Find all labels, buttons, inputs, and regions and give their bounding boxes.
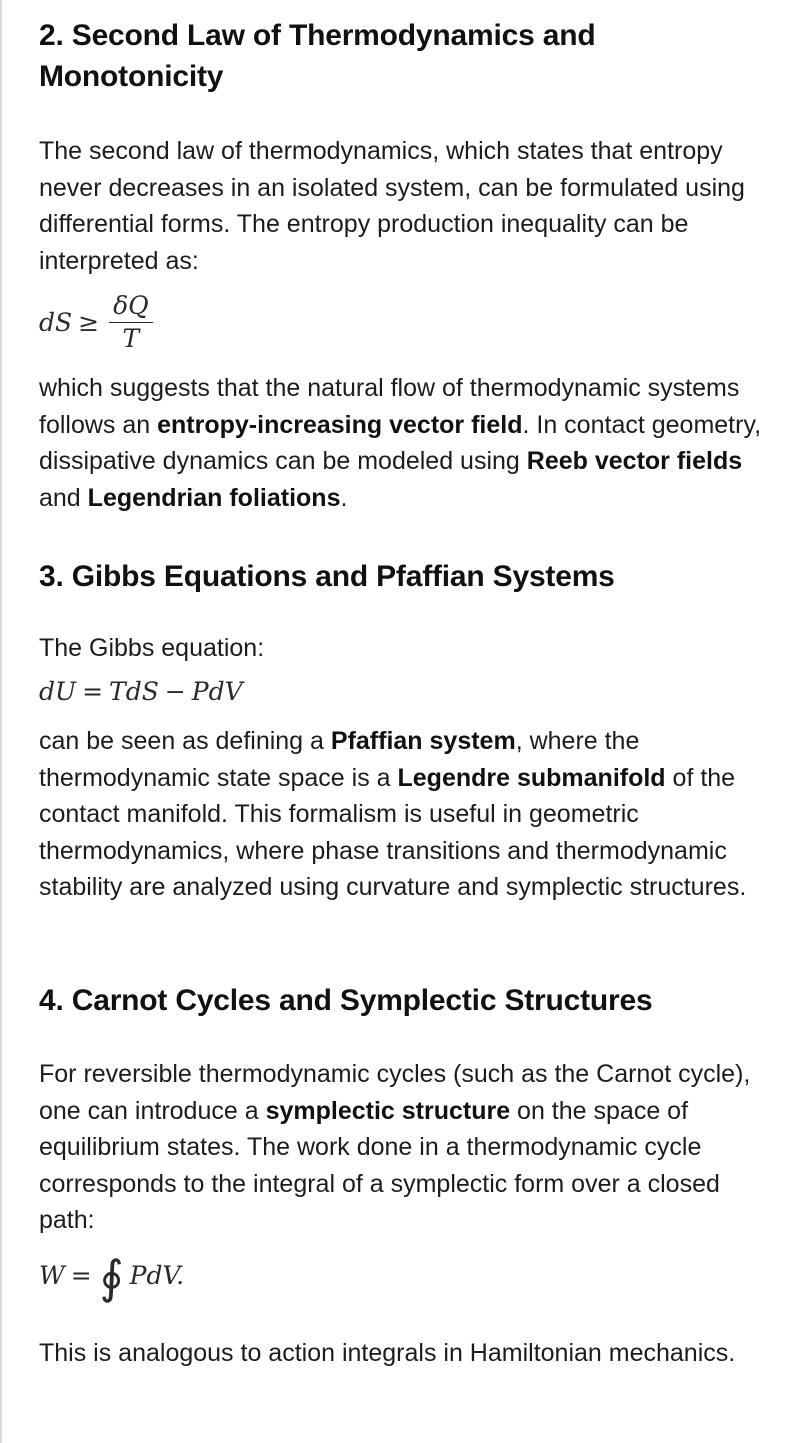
equation-lhs: W xyxy=(39,1260,65,1290)
fraction-numerator: δQ xyxy=(109,293,153,323)
text-run: which suggests that the natural flow of thermodynamic systems follows an xyxy=(39,374,740,439)
text-run: , where the thermodynamic state space is a xyxy=(39,727,640,792)
equation-integrand: PdV. xyxy=(129,1260,185,1290)
equation-operator: = xyxy=(70,1260,92,1290)
text-run: of the contact manifold. This formalism is useful in geometric thermodynamics, where phase transitions and thermodynamic stability are analyzed using curvature and symplectic structures. xyxy=(39,763,747,901)
entropy-inequality-equation xyxy=(39,293,153,352)
work-integral-equation xyxy=(39,1250,185,1304)
fraction xyxy=(109,293,153,352)
equation-operator: = xyxy=(82,677,104,706)
section-3-heading: 3. Gibbs Equations and Pfaffian Systems xyxy=(39,560,615,593)
equation-term: PdV xyxy=(191,677,243,706)
fraction-denominator: T xyxy=(122,324,140,353)
equation-term: TdS xyxy=(109,677,159,706)
section-2-body-paragraph xyxy=(39,370,769,516)
bold-term: Pfaffian system xyxy=(330,727,516,755)
bold-term: symplectic structure xyxy=(265,1096,511,1125)
left-border xyxy=(0,0,2,1443)
text-run: on the space of equilibrium states. The work done in a thermodynamic cycle corresponds to the integral of a symplectic form over a closed path: xyxy=(39,1096,720,1234)
bold-term: Legendre submanifold xyxy=(397,763,666,792)
section-2-heading: 2. Second Law of Thermodynamics and Monotonicity xyxy=(39,19,596,93)
bold-term: Legendrian foliations xyxy=(87,483,341,512)
text-run: and xyxy=(39,483,88,512)
section-2-intro-paragraph: The second law of thermodynamics, which states that entropy never decreases in an isolated system, can be formulated using differential forms. The entropy production inequality can be interpreted as: xyxy=(39,137,745,275)
text-run: . xyxy=(340,483,348,512)
section-4-body-paragraph: This is analogous to action integrals in Hamiltonian mechanics. xyxy=(39,1339,736,1367)
bold-term: Reeb vector fields xyxy=(526,447,743,475)
equation-operator: ≥ xyxy=(78,308,100,337)
equation-lhs: dU xyxy=(39,677,77,706)
text-run: For reversible thermodynamic cycles (such as the Carnot cycle), one can introduce a xyxy=(39,1060,751,1125)
equation-lhs: dS xyxy=(39,308,73,337)
section-4-intro-paragraph xyxy=(39,1056,769,1239)
section-3-body-paragraph xyxy=(39,723,769,906)
gibbs-equation xyxy=(39,677,243,706)
equation-operator: − xyxy=(164,677,186,706)
section-4-heading: 4. Carnot Cycles and Symplectic Structures xyxy=(39,984,653,1017)
section-3-intro-paragraph: The Gibbs equation: xyxy=(39,634,265,662)
contour-integral-symbol: ∮ xyxy=(99,1250,124,1304)
text-run: can be seen as defining a xyxy=(39,727,331,755)
text-run: . In contact geometry, dissipative dynamics can be modeled using xyxy=(39,410,762,475)
bold-term: entropy-increasing vector field xyxy=(157,410,523,439)
